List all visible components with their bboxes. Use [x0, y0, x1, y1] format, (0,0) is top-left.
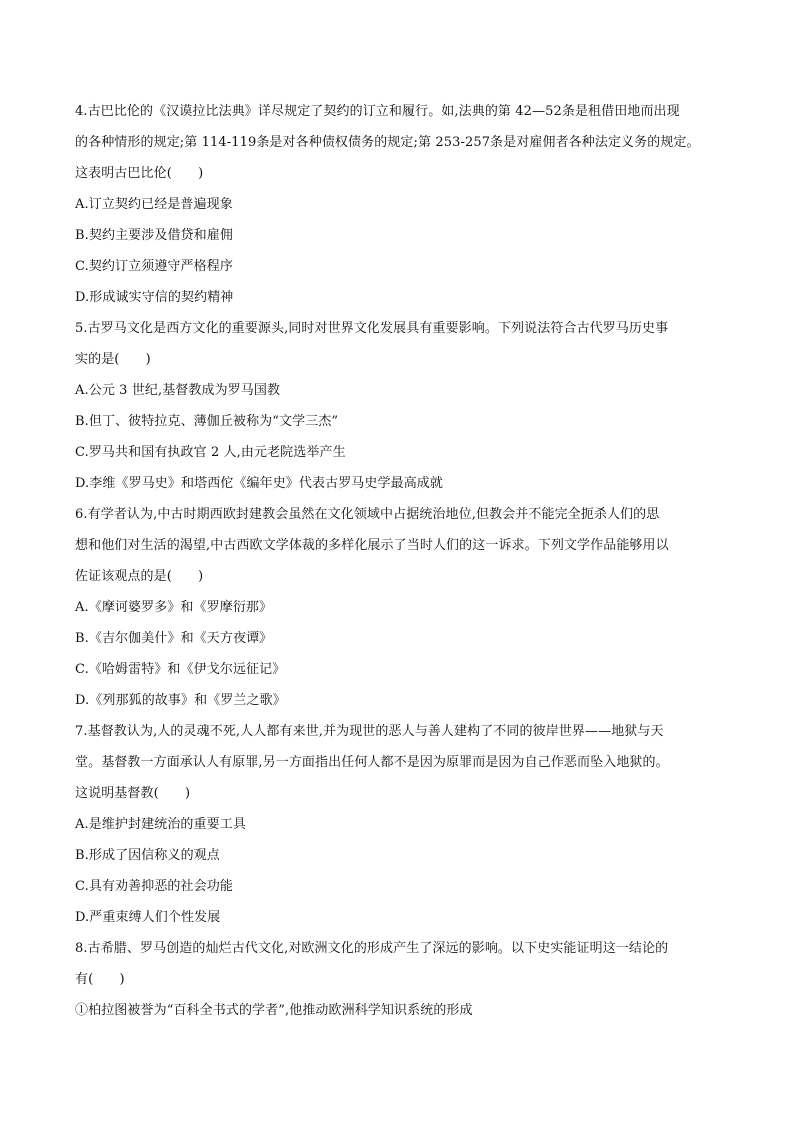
question-4-stem-line-2: 的各种情形的规定;第 114-119条是对各种债权债务的规定;第 253-257条是对雇佣者各种法定义务的规定。 — [75, 135, 700, 150]
question-8-stem-line-2: 有( ) — [75, 972, 125, 987]
question-8-stem-line-1: 8.古希腊、罗马创造的灿烂古代文化,对欧洲文化的形成产生了深远的影响。以下史实能证明这一结论的 — [75, 941, 669, 956]
question-4-option-d: D.形成诚实守信的契约精神 — [75, 290, 234, 305]
question-7-stem-line-2: 堂。基督教一方面承认人有原罪,另一方面指出任何人都不是因为原罪而是因为自己作恶而坠入地狱的。 — [75, 755, 669, 770]
question-6-option-b: B.《吉尔伽美什》和《天方夜谭》 — [75, 631, 273, 646]
question-7-option-c: C.具有劝善抑恶的社会功能 — [75, 879, 233, 894]
question-7-stem-line-3: 这说明基督教( ) — [75, 786, 191, 801]
question-7-option-b: B.形成了因信称义的观点 — [75, 848, 220, 863]
question-5-option-a: A.公元 3 世纪,基督教成为罗马国教 — [75, 383, 281, 398]
question-5-stem-line-2: 实的是( ) — [75, 352, 151, 367]
question-6 — [75, 499, 735, 716]
question-8 — [75, 933, 735, 1026]
question-4-option-c: C.契约订立须遵守严格程序 — [75, 259, 233, 274]
question-6-stem-line-3: 佐证该观点的是( ) — [75, 569, 204, 584]
question-8-item-1: ①柏拉图被誉为“百科全书式的学者”,他推动欧洲科学知识系统的形成 — [75, 1003, 473, 1018]
question-4-option-a: A.订立契约已经是普遍现象 — [75, 197, 233, 212]
question-5-stem-line-1: 5.古罗马文化是西方文化的重要源头,同时对世界文化发展具有重要影响。下列说法符合古代罗马历史事 — [75, 321, 669, 336]
question-6-stem-line-1: 6.有学者认为,中古时期西欧封建教会虽然在文化领域中占据统治地位,但教会并不能完全扼杀人们的思 — [75, 507, 660, 522]
question-6-stem-line-2: 想和他们对生活的渴望,中古西欧文学体裁的多样化展示了当时人们的这一诉求。下列文学作品能够用以 — [75, 538, 669, 553]
question-7-option-a: A.是维护封建统治的重要工具 — [75, 817, 246, 832]
question-7-option-d: D.严重束缚人们个性发展 — [75, 910, 221, 925]
question-6-option-d: D.《列那狐的故事》和《罗兰之歌》 — [75, 693, 286, 708]
question-4-option-b: B.契约主要涉及借贷和雇佣 — [75, 228, 233, 243]
question-4-stem-line-1: 4.古巴比伦的《汉谟拉比法典》详尽规定了契约的订立和履行。如,法典的第 42—52条是租借田地而出现 — [75, 104, 680, 119]
question-5-option-d: D.李维《罗马史》和塔西佗《编年史》代表古罗马史学最高成就 — [75, 476, 443, 491]
question-5-option-b: B.但丁、彼特拉克、薄伽丘被称为“文学三杰” — [75, 414, 339, 429]
question-7-stem-line-1: 7.基督教认为,人的灵魂不死,人人都有来世,并为现世的恶人与善人建构了不同的彼岸世界——地狱与天 — [75, 724, 664, 739]
question-6-option-a: A.《摩诃婆罗多》和《罗摩衍那》 — [75, 600, 273, 615]
question-list — [75, 96, 735, 1026]
question-7 — [75, 716, 735, 933]
question-4-stem-line-3: 这表明古巴比伦( ) — [75, 166, 204, 181]
question-5 — [75, 313, 735, 499]
question-6-option-c: C.《哈姆雷特》和《伊戈尔远征记》 — [75, 662, 286, 677]
question-5-option-c: C.罗马共和国有执政官 2 人,由元老院选举产生 — [75, 445, 346, 460]
question-4 — [75, 96, 735, 313]
